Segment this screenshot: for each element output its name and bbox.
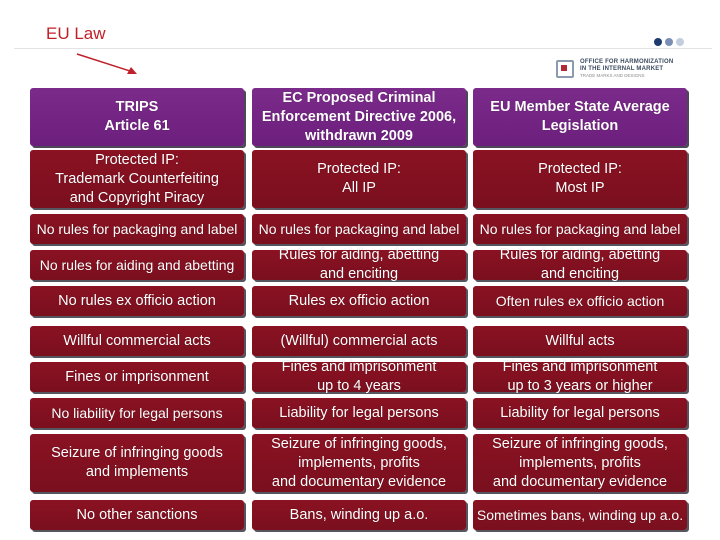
table-cell (473, 214, 687, 244)
table-cell-label: Fines and imprisonment up to 4 years (281, 359, 437, 394)
column-header-3 (473, 88, 687, 146)
column-header-1 (30, 88, 244, 146)
table-cell (252, 286, 466, 316)
ohim-logo (556, 59, 673, 79)
logo-line-1: OFFICE FOR HARMONIZATION (580, 59, 674, 65)
table-cell (473, 500, 687, 530)
table-cell (30, 398, 244, 428)
table-cell-label: Fines and imprisonment up to 3 years or higher (502, 359, 658, 394)
table-cell (252, 214, 466, 244)
table-cell (252, 398, 466, 428)
table-cell (30, 250, 244, 280)
table-cell-label: Seizure of infringing goods and implements (51, 445, 223, 480)
arrow-icon (75, 52, 145, 82)
table-cell (252, 150, 466, 208)
table-cell-label: Liability for legal persons (279, 404, 439, 421)
table-cell-label: Rules for aiding, abetting and enciting (499, 247, 661, 282)
table-cell (30, 434, 244, 492)
table-cell-label: No rules ex officio action (58, 292, 216, 309)
table-cell (473, 286, 687, 316)
table-cell-label: Liability for legal persons (500, 404, 660, 421)
table-cell (30, 326, 244, 356)
table-cell-label: Willful commercial acts (63, 332, 211, 349)
table-cell (252, 500, 466, 530)
dot-dark (654, 38, 662, 46)
table-cell (252, 247, 466, 282)
column-header-1-label: TRIPS Article 61 (104, 99, 170, 134)
table-cell-label: No rules for packaging and label (258, 220, 460, 237)
logo-text-block (580, 59, 673, 79)
table-cell-label: Protected IP: All IP (317, 161, 401, 196)
table-cell-label: Willful acts (545, 332, 615, 349)
table-cell-label: No rules for aiding and abetting (39, 256, 235, 273)
table-cell (30, 214, 244, 244)
comparison-table (30, 88, 694, 532)
table-cell-label: No liability for legal persons (51, 404, 223, 421)
table-cell (473, 326, 687, 356)
table-cell-label: Seizure of infringing goods, implements, profits and documentary evidence (492, 435, 668, 490)
table-cell-label: Bans, winding up a.o. (289, 506, 429, 523)
table-cell (252, 326, 466, 356)
table-cell (30, 500, 244, 530)
table-cell (30, 150, 244, 208)
table-cell (473, 359, 687, 394)
dot-mid (665, 38, 673, 46)
logo-line-2: IN THE INTERNAL MARKET (580, 66, 664, 72)
column-header-2 (252, 88, 466, 146)
table-cell (30, 286, 244, 316)
table-cell-label: Sometimes bans, winding up a.o. (476, 506, 684, 523)
column-header-3-label: EU Member State Average Legislation (490, 99, 670, 134)
table-cell-label: Rules ex officio action (288, 292, 430, 309)
header-divider (14, 48, 712, 49)
table-cell-label: No rules for packaging and label (479, 220, 681, 237)
ohim-logo-icon (556, 60, 574, 78)
table-cell-label: Protected IP: Most IP (538, 161, 622, 196)
logo-subtext: TRADE MARKS AND DESIGNS (580, 73, 645, 78)
slide-title: EU Law (46, 24, 106, 43)
table-cell-label: Seizure of infringing goods, implements, profits and documentary evidence (271, 435, 447, 490)
table-cell (252, 359, 466, 394)
decorative-dots (654, 38, 684, 46)
table-cell (30, 362, 244, 392)
table-cell-label: No other sanctions (76, 506, 198, 523)
table-cell-label: Protected IP: Trademark Counterfeiting and Copyright Piracy (55, 151, 219, 206)
table-cell-label: (Willful) commercial acts (280, 332, 438, 349)
dot-light (676, 38, 684, 46)
table-cell-label: Fines or imprisonment (65, 368, 209, 385)
table-cell-label: Often rules ex officio action (495, 292, 665, 309)
table-cell (473, 398, 687, 428)
column-header-2-label: EC Proposed Criminal Enforcement Directive 2006, withdrawn 2009 (261, 89, 457, 144)
table-cell (473, 150, 687, 208)
table-cell-label: No rules for packaging and label (36, 220, 238, 237)
table-cell (473, 434, 687, 492)
table-cell (252, 434, 466, 492)
table-cell-label: Rules for aiding, abetting and enciting (278, 247, 440, 282)
table-cell (473, 247, 687, 282)
